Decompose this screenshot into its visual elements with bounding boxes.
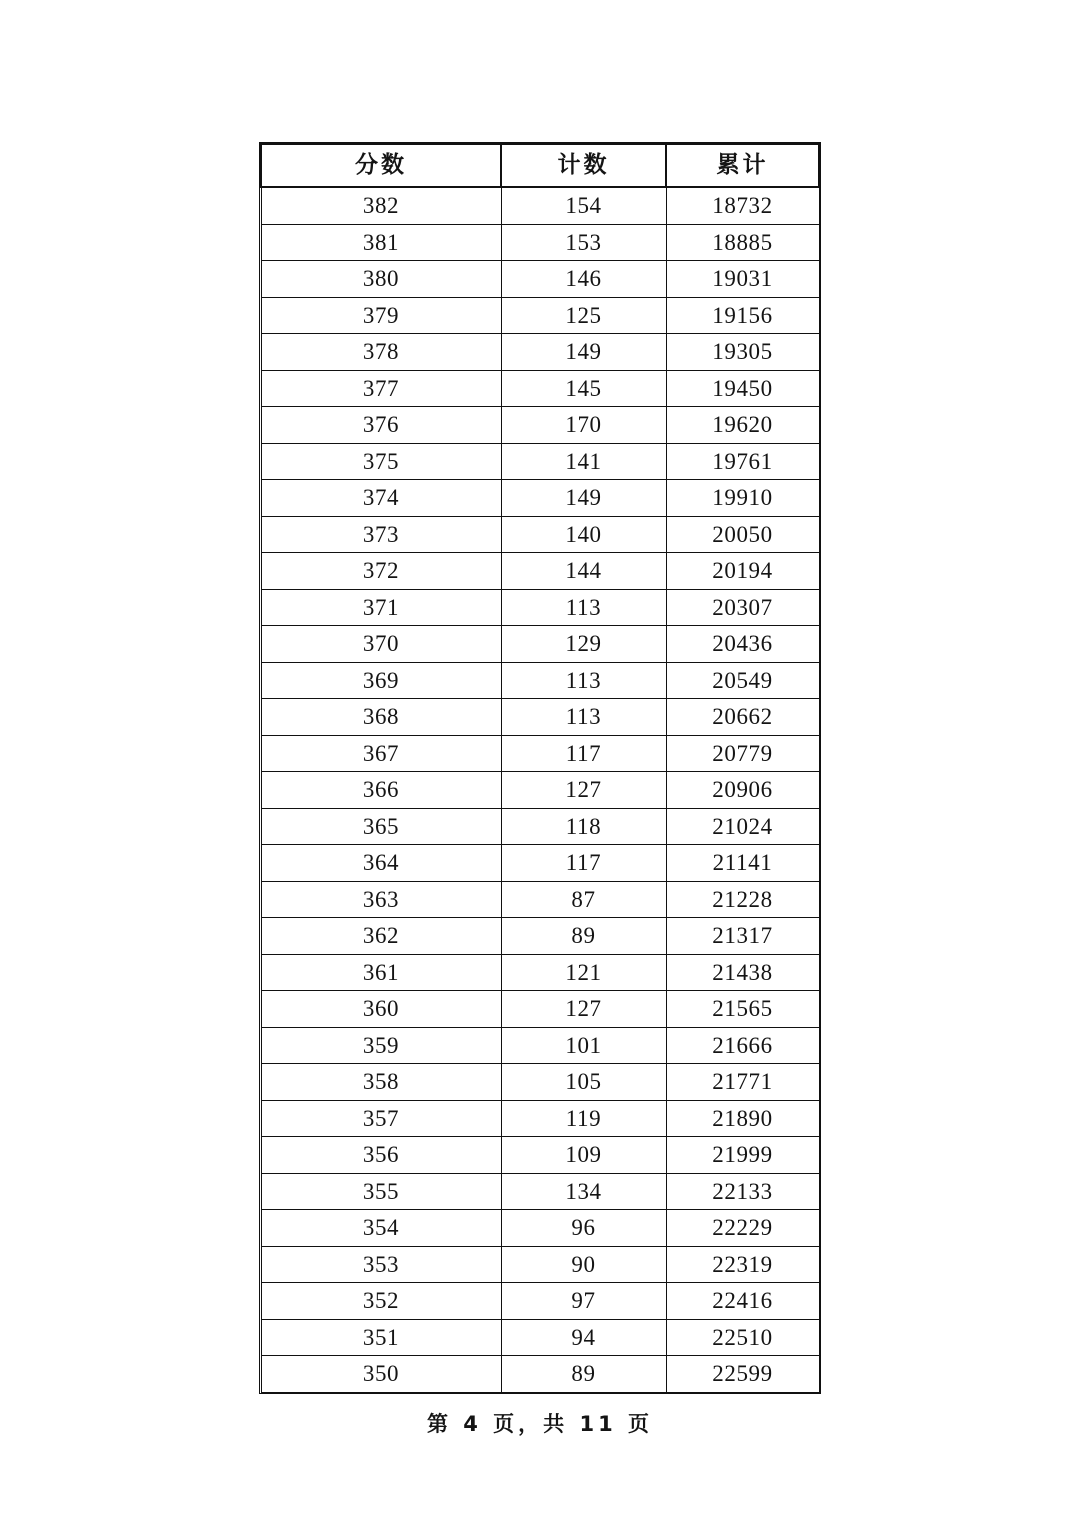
cell-score: 353	[261, 1246, 501, 1283]
score-distribution-table	[260, 143, 820, 1393]
table-row	[261, 1356, 819, 1393]
cell-score: 368	[261, 699, 501, 736]
cell-score: 356	[261, 1137, 501, 1174]
table-row	[261, 991, 819, 1028]
table-body	[261, 187, 819, 1392]
cell-count: 87	[501, 881, 666, 918]
cell-count: 97	[501, 1283, 666, 1320]
cell-cumulative: 20549	[666, 662, 819, 699]
score-distribution-table-container	[260, 143, 818, 1393]
cell-count: 134	[501, 1173, 666, 1210]
table-row	[261, 1173, 819, 1210]
cell-count: 149	[501, 334, 666, 371]
table-row	[261, 845, 819, 882]
table-row	[261, 1246, 819, 1283]
cell-count: 90	[501, 1246, 666, 1283]
cell-score: 379	[261, 297, 501, 334]
cell-cumulative: 21771	[666, 1064, 819, 1101]
cell-cumulative: 21565	[666, 991, 819, 1028]
cell-cumulative: 20436	[666, 626, 819, 663]
cell-score: 361	[261, 954, 501, 991]
table-row	[261, 334, 819, 371]
cell-count: 149	[501, 480, 666, 517]
cell-score: 378	[261, 334, 501, 371]
cell-cumulative: 20662	[666, 699, 819, 736]
table-row	[261, 187, 819, 224]
cell-count: 96	[501, 1210, 666, 1247]
cell-score: 350	[261, 1356, 501, 1393]
table-row	[261, 954, 819, 991]
table-row	[261, 1100, 819, 1137]
cell-cumulative: 22510	[666, 1319, 819, 1356]
table-row	[261, 699, 819, 736]
column-header-cumulative: 累计	[666, 144, 819, 187]
cell-count: 145	[501, 370, 666, 407]
cell-cumulative: 19620	[666, 407, 819, 444]
cell-count: 121	[501, 954, 666, 991]
cell-count: 118	[501, 808, 666, 845]
cell-count: 89	[501, 918, 666, 955]
cell-cumulative: 21666	[666, 1027, 819, 1064]
cell-count: 117	[501, 735, 666, 772]
cell-cumulative: 19305	[666, 334, 819, 371]
table-row	[261, 443, 819, 480]
table-row	[261, 1283, 819, 1320]
cell-cumulative: 22133	[666, 1173, 819, 1210]
table-header	[261, 144, 819, 187]
cell-score: 354	[261, 1210, 501, 1247]
cell-count: 153	[501, 224, 666, 261]
cell-count: 154	[501, 187, 666, 224]
cell-count: 141	[501, 443, 666, 480]
cell-cumulative: 22599	[666, 1356, 819, 1393]
table-row	[261, 1319, 819, 1356]
cell-cumulative: 20779	[666, 735, 819, 772]
table-row	[261, 480, 819, 517]
cell-score: 365	[261, 808, 501, 845]
table-row	[261, 589, 819, 626]
cell-cumulative: 19450	[666, 370, 819, 407]
table-row	[261, 1064, 819, 1101]
cell-count: 89	[501, 1356, 666, 1393]
table-row	[261, 261, 819, 298]
cell-cumulative: 19910	[666, 480, 819, 517]
cell-score: 351	[261, 1319, 501, 1356]
table-row	[261, 626, 819, 663]
cell-score: 352	[261, 1283, 501, 1320]
cell-cumulative: 22416	[666, 1283, 819, 1320]
table-row	[261, 808, 819, 845]
table-row	[261, 881, 819, 918]
cell-count: 101	[501, 1027, 666, 1064]
cell-score: 367	[261, 735, 501, 772]
cell-score: 357	[261, 1100, 501, 1137]
cell-score: 363	[261, 881, 501, 918]
cell-cumulative: 22319	[666, 1246, 819, 1283]
cell-score: 377	[261, 370, 501, 407]
table-row	[261, 1210, 819, 1247]
cell-count: 170	[501, 407, 666, 444]
table-row	[261, 772, 819, 809]
table-row	[261, 407, 819, 444]
cell-cumulative: 20307	[666, 589, 819, 626]
table-row	[261, 297, 819, 334]
cell-score: 374	[261, 480, 501, 517]
cell-score: 364	[261, 845, 501, 882]
table-row	[261, 662, 819, 699]
cell-cumulative: 19761	[666, 443, 819, 480]
cell-score: 362	[261, 918, 501, 955]
table-row	[261, 553, 819, 590]
table-row	[261, 918, 819, 955]
cell-count: 127	[501, 991, 666, 1028]
cell-score: 358	[261, 1064, 501, 1101]
cell-score: 371	[261, 589, 501, 626]
cell-count: 140	[501, 516, 666, 553]
table-row	[261, 735, 819, 772]
cell-cumulative: 22229	[666, 1210, 819, 1247]
table-header-row	[261, 144, 819, 187]
table-row	[261, 224, 819, 261]
cell-score: 370	[261, 626, 501, 663]
cell-count: 144	[501, 553, 666, 590]
cell-cumulative: 21228	[666, 881, 819, 918]
cell-count: 146	[501, 261, 666, 298]
cell-score: 375	[261, 443, 501, 480]
cell-cumulative: 21999	[666, 1137, 819, 1174]
cell-count: 125	[501, 297, 666, 334]
cell-score: 369	[261, 662, 501, 699]
page-footer: 第 4 页，共 11 页	[426, 1412, 654, 1436]
table-row	[261, 370, 819, 407]
cell-cumulative: 21890	[666, 1100, 819, 1137]
cell-count: 113	[501, 662, 666, 699]
cell-score: 359	[261, 1027, 501, 1064]
cell-score: 376	[261, 407, 501, 444]
cell-score: 373	[261, 516, 501, 553]
cell-count: 117	[501, 845, 666, 882]
cell-cumulative: 20050	[666, 516, 819, 553]
cell-cumulative: 20194	[666, 553, 819, 590]
table-row	[261, 1027, 819, 1064]
cell-count: 129	[501, 626, 666, 663]
column-header-score: 分数	[261, 144, 501, 187]
cell-count: 105	[501, 1064, 666, 1101]
cell-score: 381	[261, 224, 501, 261]
cell-count: 109	[501, 1137, 666, 1174]
table-row	[261, 1137, 819, 1174]
table-row	[261, 516, 819, 553]
cell-count: 113	[501, 589, 666, 626]
cell-count: 127	[501, 772, 666, 809]
cell-count: 94	[501, 1319, 666, 1356]
cell-cumulative: 19156	[666, 297, 819, 334]
column-header-count: 计数	[501, 144, 666, 187]
cell-cumulative: 20906	[666, 772, 819, 809]
cell-cumulative: 21141	[666, 845, 819, 882]
cell-cumulative: 18732	[666, 187, 819, 224]
cell-count: 113	[501, 699, 666, 736]
cell-cumulative: 21438	[666, 954, 819, 991]
cell-cumulative: 18885	[666, 224, 819, 261]
cell-cumulative: 19031	[666, 261, 819, 298]
cell-score: 360	[261, 991, 501, 1028]
cell-cumulative: 21317	[666, 918, 819, 955]
cell-score: 355	[261, 1173, 501, 1210]
cell-score: 382	[261, 187, 501, 224]
cell-score: 372	[261, 553, 501, 590]
cell-score: 380	[261, 261, 501, 298]
cell-count: 119	[501, 1100, 666, 1137]
cell-score: 366	[261, 772, 501, 809]
cell-cumulative: 21024	[666, 808, 819, 845]
